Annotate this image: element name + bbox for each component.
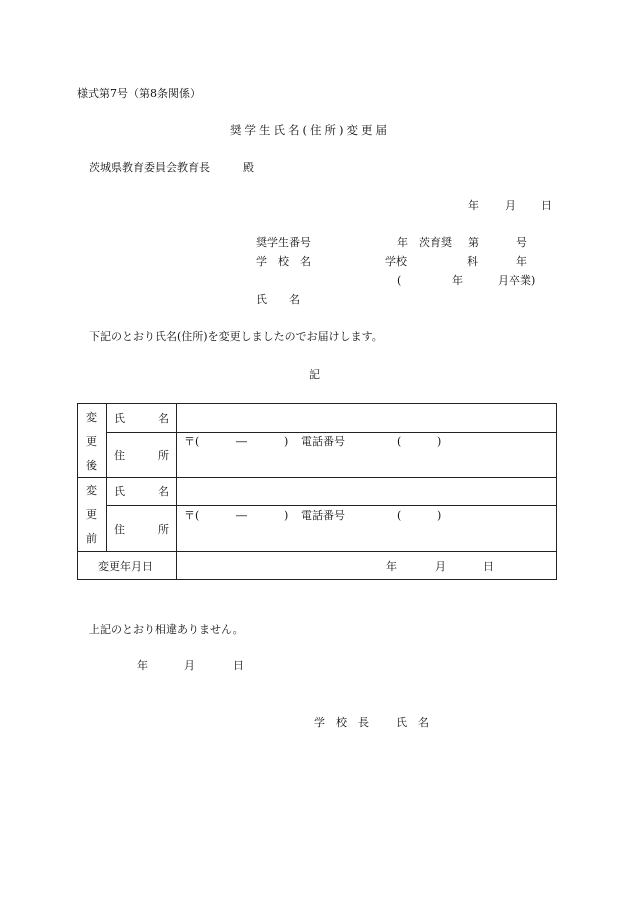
after-phone-label: 電話番号: [301, 435, 345, 448]
divider: [78, 551, 557, 552]
after-name-label: 氏 名: [114, 412, 169, 425]
confirm-day: 日: [233, 659, 244, 672]
before-postal-dash: ―: [236, 509, 247, 522]
grade-unit: 年: [516, 255, 527, 268]
course-unit: 科: [467, 255, 478, 268]
scholar-go: 号: [516, 236, 527, 249]
scholar-number-label: 奨学生番号: [256, 236, 311, 249]
before-address-label: 住 所: [114, 523, 169, 536]
after-address-label: 住 所: [114, 449, 169, 462]
graduation-year: 年: [452, 274, 463, 287]
date-month: 月: [505, 199, 516, 212]
date-day: 日: [541, 199, 552, 212]
before-phone-label: 電話番号: [301, 509, 345, 522]
confirmation-text: 上記のとおり相違ありません。: [89, 623, 244, 636]
after-char-3: 後: [86, 459, 97, 472]
before-postal-mark: 〒(: [184, 509, 200, 522]
applicant-name-label: 氏 名: [256, 293, 300, 306]
after-phone-open: (: [397, 435, 402, 448]
divider: [78, 477, 557, 478]
before-postal-close: ): [284, 509, 289, 522]
after-postal-close: ): [284, 435, 289, 448]
before-char-1: 変: [86, 484, 97, 497]
scholar-prefix: 茨育奨: [419, 236, 452, 249]
before-char-2: 更: [86, 508, 97, 521]
after-phone-close: ): [437, 435, 442, 448]
after-postal-dash: ―: [236, 435, 247, 448]
scholar-year-unit: 年: [397, 236, 408, 249]
principal-label: 学 校 長: [314, 716, 369, 729]
school-name-label: 学 校 名: [256, 255, 311, 268]
before-phone-open: (: [397, 509, 402, 522]
before-char-3: 前: [86, 532, 97, 545]
divider: [106, 432, 557, 433]
graduation-month: 月卒業): [498, 274, 536, 287]
change-year: 年: [386, 560, 397, 573]
document-title: 奨学生氏名(住所)変更届: [230, 123, 390, 137]
confirm-year: 年: [137, 659, 148, 672]
confirm-month: 月: [184, 659, 195, 672]
statement: 下記のとおり氏名(住所)を変更しましたのでお届けします。: [89, 330, 383, 343]
date-year: 年: [468, 199, 479, 212]
principal-name-label: 氏 名: [396, 716, 429, 729]
graduation-open: (: [397, 274, 402, 287]
change-day: 日: [483, 560, 494, 573]
before-name-label: 氏 名: [114, 485, 169, 498]
honorific: 殿: [243, 161, 254, 174]
form-number: 様式第7号（第8条関係）: [77, 87, 201, 100]
divider: [176, 404, 177, 580]
scholar-dai: 第: [468, 236, 479, 249]
before-phone-close: ): [437, 509, 442, 522]
change-date-label: 変更年月日: [98, 560, 153, 573]
after-char-2: 更: [86, 435, 97, 448]
after-char-1: 変: [86, 411, 97, 424]
addressee: 茨城県教育委員会教育長: [89, 161, 210, 174]
ki-mark: 記: [309, 368, 320, 381]
school-unit: 学校: [385, 255, 407, 268]
change-table: [77, 403, 557, 580]
after-postal-mark: 〒(: [184, 435, 200, 448]
change-month: 月: [435, 560, 446, 573]
divider: [106, 505, 557, 506]
